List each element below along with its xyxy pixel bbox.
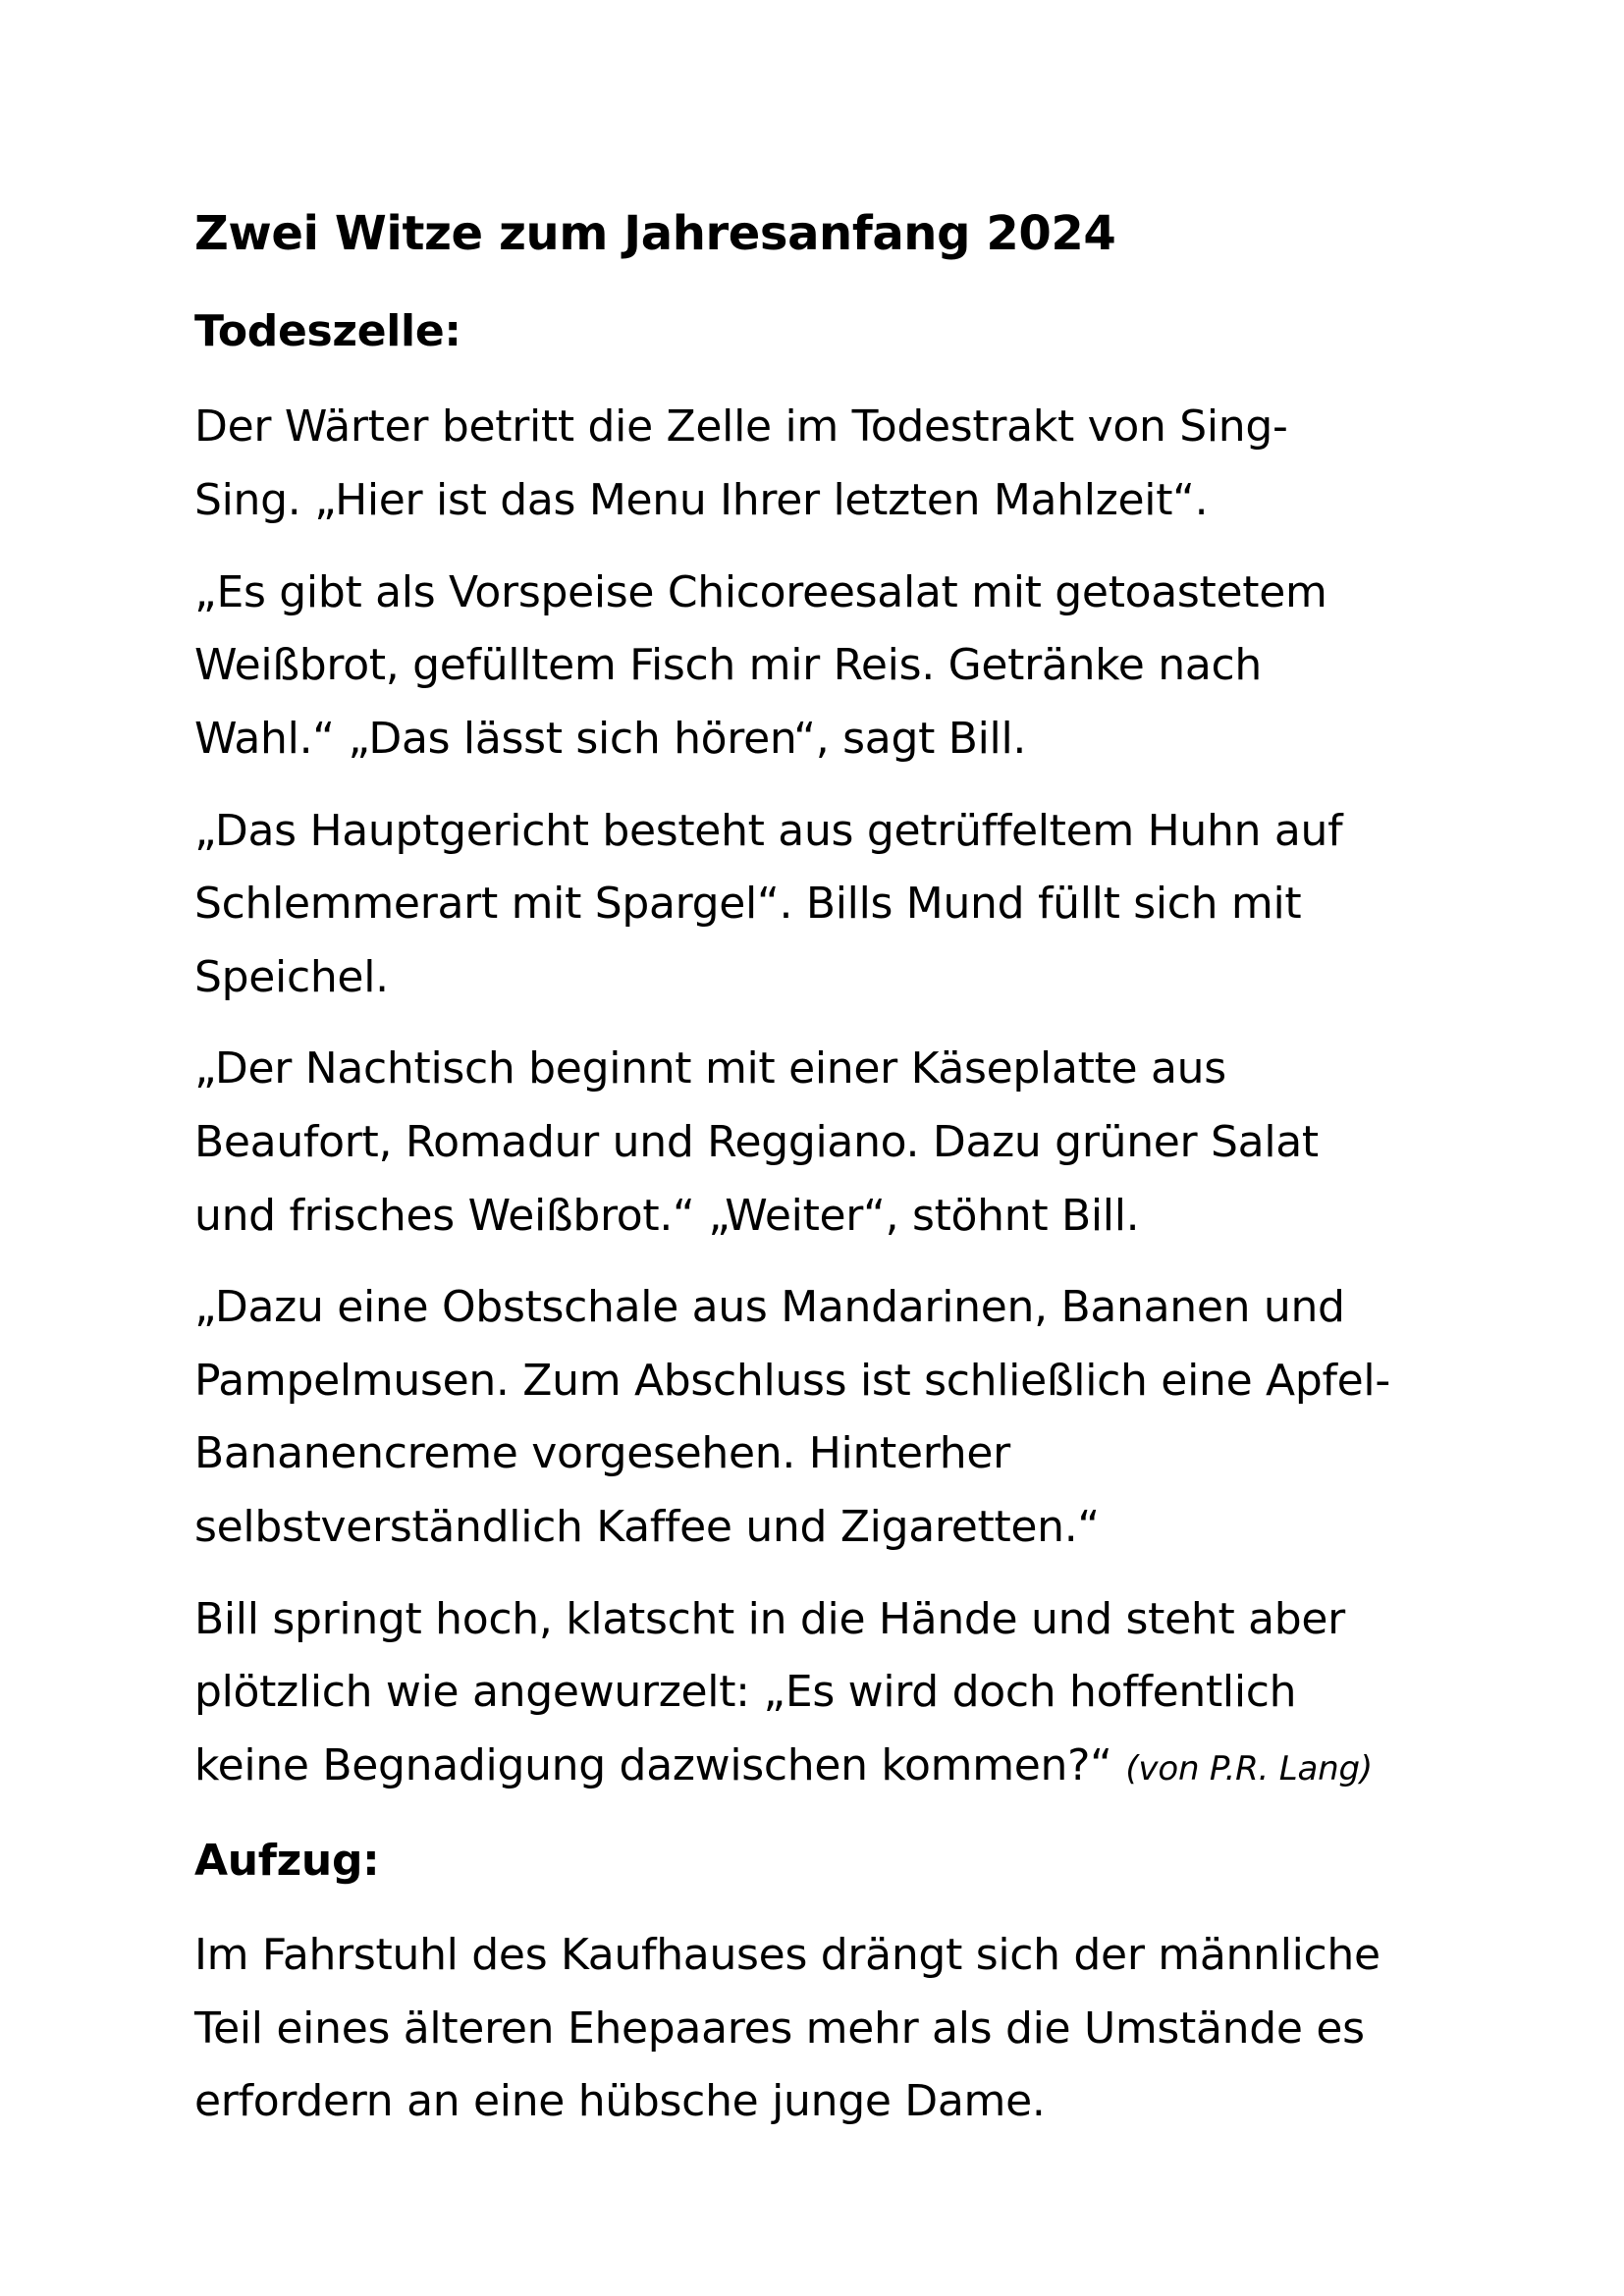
joke2-line: Teil eines älteren Ehepaares mehr als die Umstände es — [194, 2003, 1365, 2054]
joke1-line: Beaufort, Romadur und Reggiano. Dazu grüner Salat — [194, 1117, 1319, 1167]
joke1-line: Der Wärter betritt die Zelle im Todestrakt von Sing- — [194, 401, 1288, 452]
joke1-line: Weißbrot, gefülltem Fisch mir Reis. Getränke nach — [194, 640, 1262, 690]
joke2-heading: Aufzug: — [194, 1836, 380, 1886]
joke1-last-line — [194, 1738, 1373, 1796]
joke1-line: Wahl.“ „Das lässt sich hören“, sagt Bill. — [194, 714, 1027, 764]
joke1-line: Speichel. — [194, 952, 389, 1002]
joke1-line: plötzlich wie angewurzelt: „Es wird doch hoffentlich — [194, 1667, 1297, 1717]
joke1-line: Sing. „Hier ist das Menu Ihrer letzten Mahlzeit“. — [194, 475, 1209, 525]
joke1-line: „Dazu eine Obstschale aus Mandarinen, Bananen und — [194, 1282, 1345, 1332]
joke1-attribution: (von P.R. Lang) — [1125, 1749, 1373, 1789]
joke1-heading: Todeszelle: — [194, 306, 461, 356]
joke1-line: und frisches Weißbrot.“ „Weiter“, stöhnt Bill. — [194, 1191, 1140, 1241]
joke1-line: Bananencreme vorgesehen. Hinterher — [194, 1428, 1010, 1478]
joke2-line: Im Fahrstuhl des Kaufhauses drängt sich der männliche — [194, 1930, 1380, 1980]
joke1-line: selbstverständlich Kaffee und Zigaretten.“ — [194, 1502, 1100, 1552]
joke1-line: keine Begnadigung dazwischen kommen?“ — [194, 1740, 1112, 1790]
joke1-line: Schlemmerart mit Spargel“. Bills Mund füllt sich mit — [194, 879, 1302, 929]
joke2-line: erfordern an eine hübsche junge Dame. — [194, 2076, 1046, 2126]
joke1-line: „Es gibt als Vorspeise Chicoreesalat mit getoastetem — [194, 567, 1327, 617]
joke1-line: „Das Hauptgericht besteht aus getrüffeltem Huhn auf — [194, 806, 1343, 856]
joke1-line: Bill springt hoch, klatscht in die Hände und steht aber — [194, 1594, 1345, 1644]
joke1-line: „Der Nachtisch beginnt mit einer Käseplatte aus — [194, 1043, 1226, 1094]
joke1-line: Pampelmusen. Zum Abschluss ist schließlich eine Apfel- — [194, 1356, 1390, 1406]
document-title: Zwei Witze zum Jahresanfang 2024 — [194, 206, 1116, 261]
